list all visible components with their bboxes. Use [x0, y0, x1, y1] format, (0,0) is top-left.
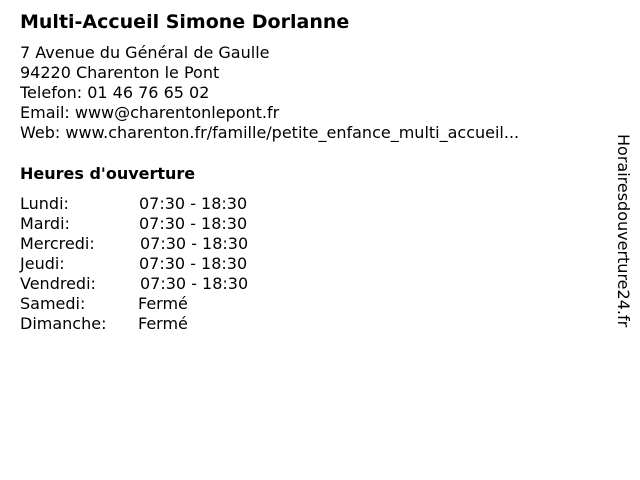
time-value: Fermé — [138, 314, 188, 333]
time-value: 07:30 - 18:30 — [139, 214, 248, 233]
day-label: Dimanche: — [20, 314, 107, 333]
time-value: 07:30 - 18:30 — [140, 234, 249, 253]
address-city: 94220 Charenton le Pont — [20, 63, 220, 82]
site-watermark — [612, 134, 634, 374]
day-label: Vendredi: — [20, 274, 96, 293]
opening-hours-heading: Heures d'ouverture — [20, 164, 196, 183]
time-value: 07:30 - 18:30 — [140, 274, 249, 293]
website-address: Web: www.charenton.fr/famille/petite_enfance_multi_accueil... — [20, 123, 520, 142]
day-label: Lundi: — [20, 194, 69, 213]
day-label: Jeudi: — [20, 254, 65, 273]
time-value: 07:30 - 18:30 — [139, 194, 248, 213]
day-label: Mardi: — [20, 214, 70, 233]
time-value: Fermé — [138, 294, 188, 313]
day-label: Mercredi: — [20, 234, 95, 253]
time-value: 07:30 - 18:30 — [139, 254, 248, 273]
email-address: Email: www@charentonlepont.fr — [20, 103, 280, 122]
contact-info — [20, 43, 519, 143]
business-title: Multi-Accueil Simone Dorlanne — [20, 11, 350, 33]
phone-number: Telefon: 01 46 76 65 02 — [20, 83, 210, 102]
watermark-text: Horairesdouverture24.fr — [614, 134, 633, 328]
address-street: 7 Avenue du Général de Gaulle — [20, 43, 270, 62]
day-label: Samedi: — [20, 294, 86, 313]
